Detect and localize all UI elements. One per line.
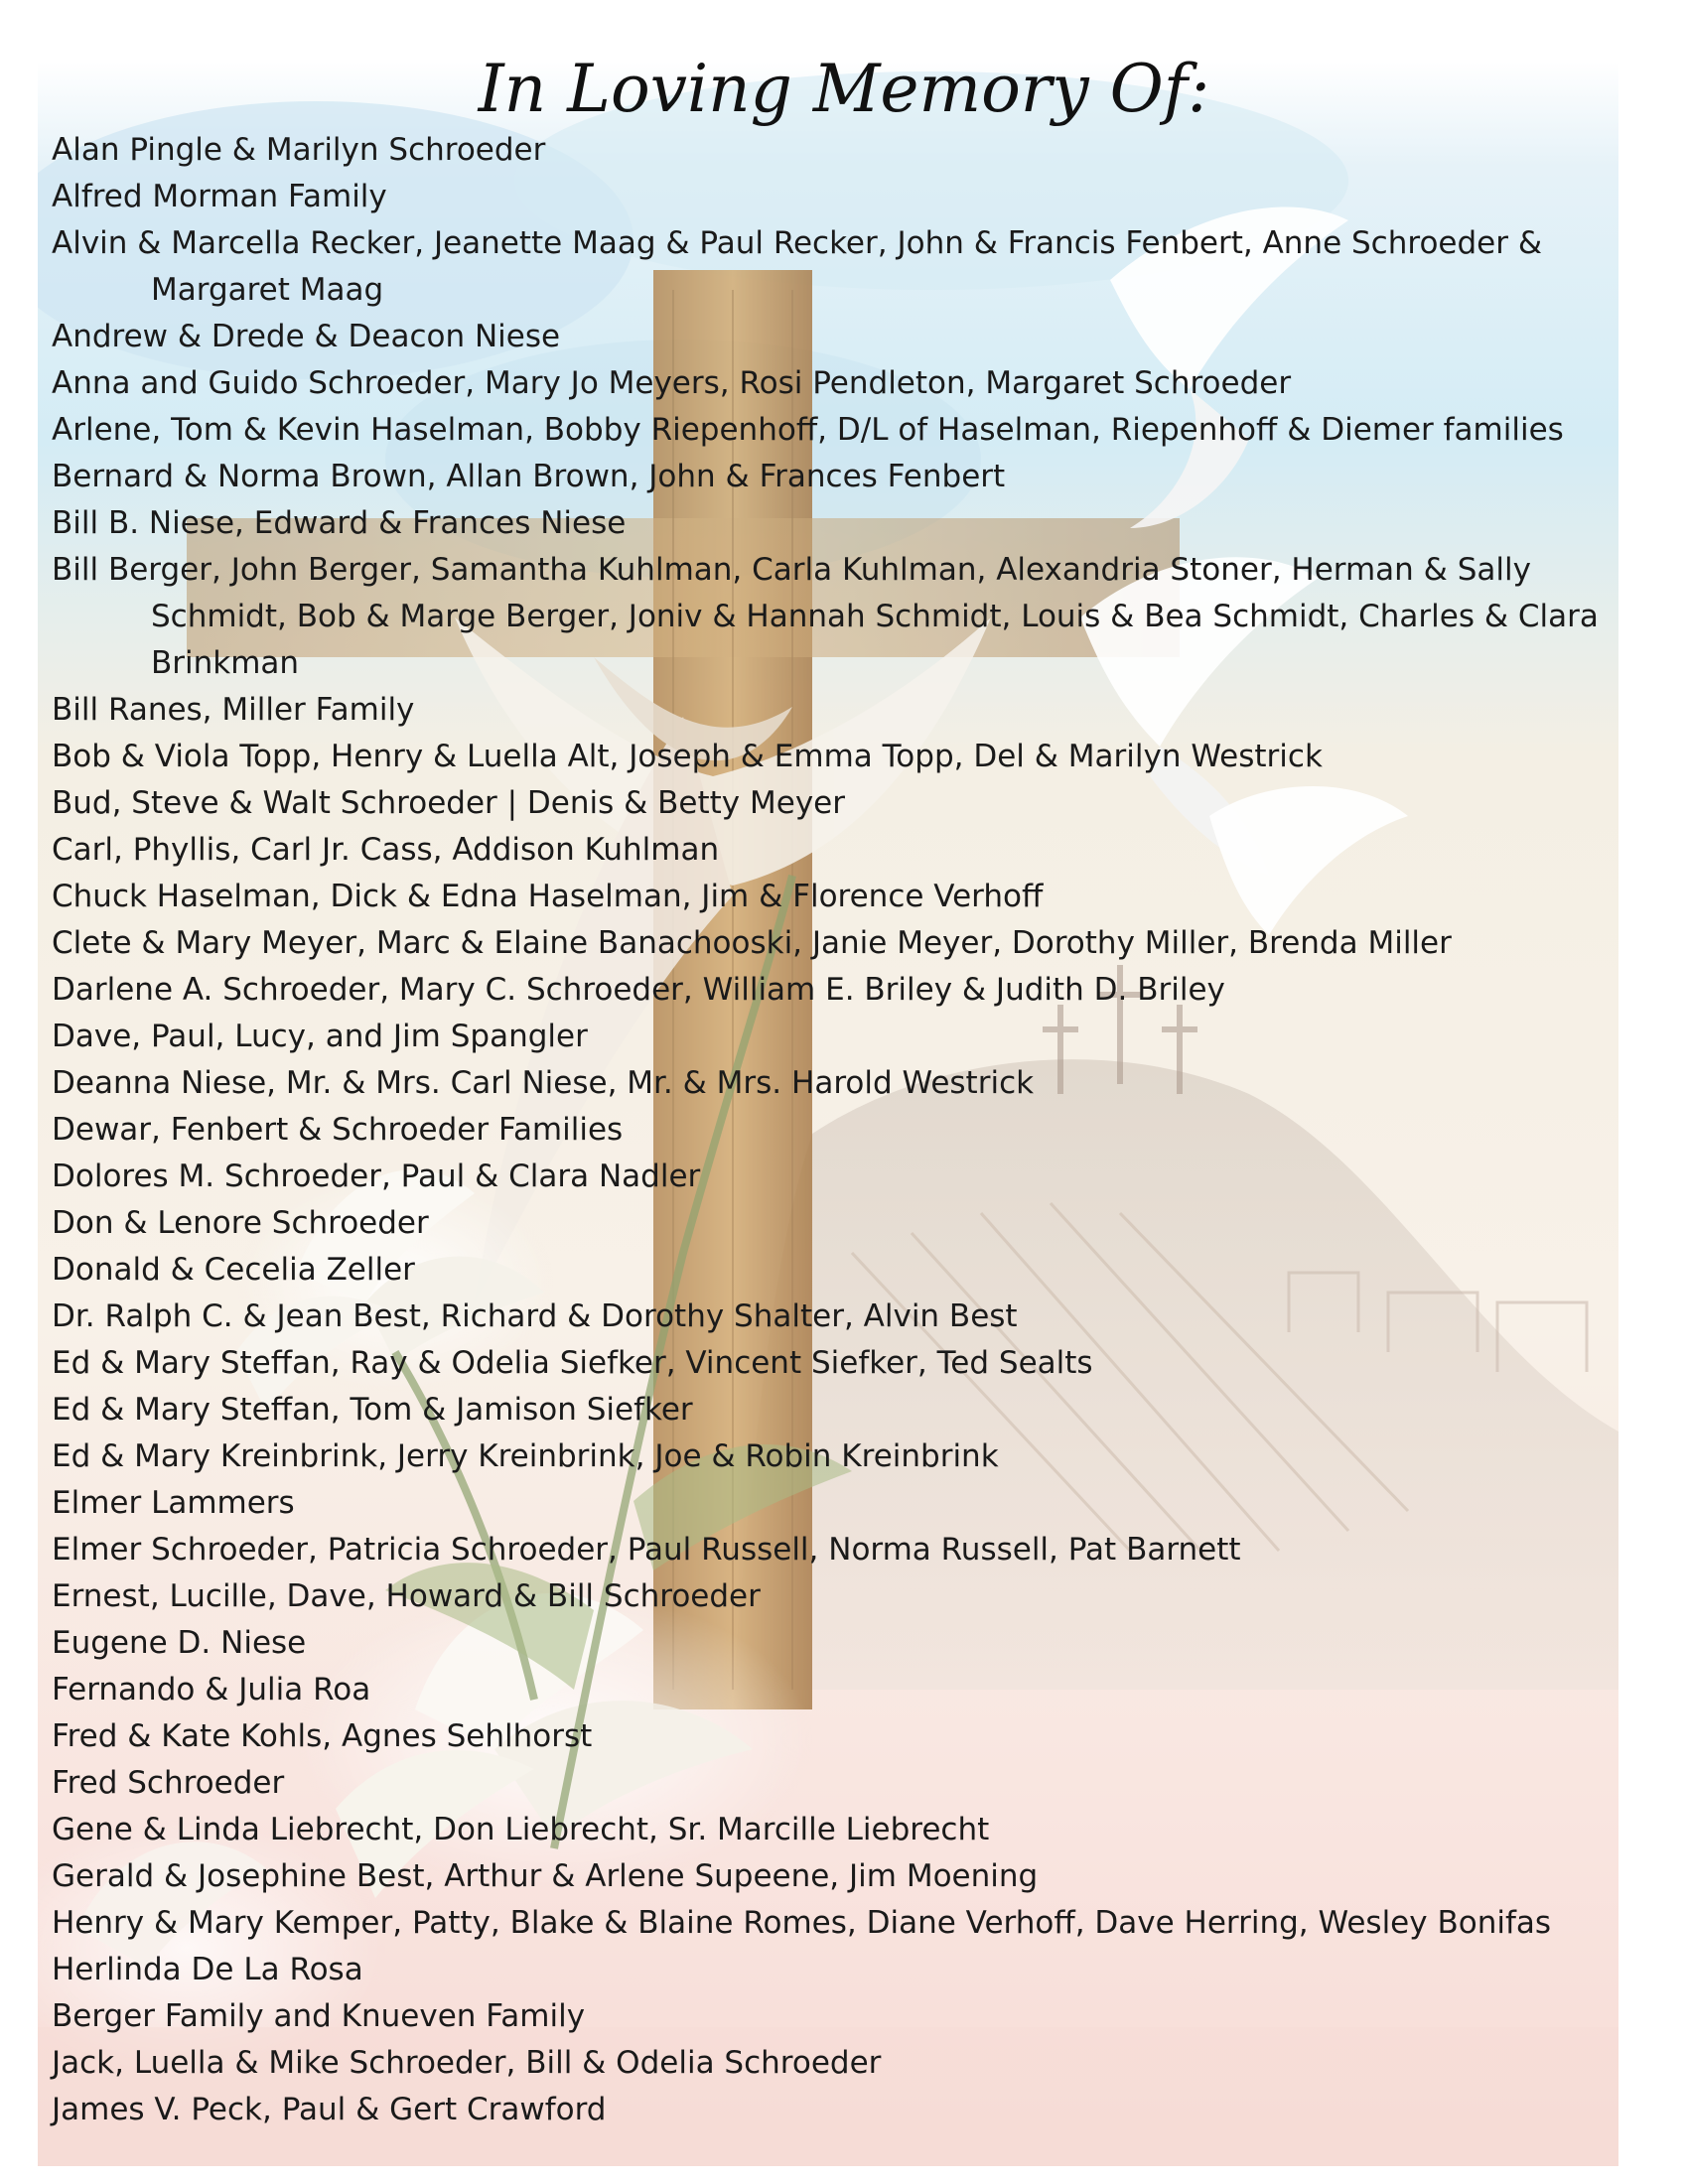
memorial-entry: Fred & Kate Kohls, Agnes Sehlhorst [52, 1718, 593, 1754]
memorial-entry: Bob & Viola Topp, Henry & Luella Alt, Joseph & Emma Topp, Del & Marilyn Westrick [52, 739, 1323, 774]
memorial-entry: Fernando & Julia Roa [52, 1672, 371, 1707]
memorial-entry: Bud, Steve & Walt Schroeder | Denis & Betty Meyer [52, 785, 845, 821]
memorial-entry: Fred Schroeder [52, 1765, 285, 1801]
memorial-entry: Bill Ranes, Miller Family [52, 692, 415, 728]
page-title: In Loving Memory Of: [478, 51, 1210, 127]
memorial-entry: Bill Berger, John Berger, Samantha Kuhlman, Carla Kuhlman, Alexandria Stoner, Herman & Sally Schmidt, Bob & Marge Berger, Joniv & Hannah Schmidt, Louis & Bea Schmidt, Charles & Clara Brinkman [52, 552, 1599, 681]
memorial-entry: Alfred Morman Family [52, 179, 387, 214]
memorial-entry: Ed & Mary Steffan, Ray & Odelia Siefker, Vincent Siefker, Ted Sealts [52, 1345, 1093, 1381]
memorial-entry: Dave, Paul, Lucy, and Jim Spangler [52, 1019, 588, 1054]
memorial-entry: Arlene, Tom & Kevin Haselman, Bobby Riepenhoff, D/L of Haselman, Riepenhoff & Diemer families [52, 412, 1564, 448]
memorial-entry: Chuck Haselman, Dick & Edna Haselman, Jim & Florence Verhoff [52, 879, 1044, 914]
memorial-entry: Elmer Lammers [52, 1485, 295, 1521]
memorial-entry: Dr. Ralph C. & Jean Best, Richard & Dorothy Shalter, Alvin Best [52, 1298, 1018, 1334]
memorial-entry: Alan Pingle & Marilyn Schroeder [52, 132, 546, 168]
memorial-entry: James V. Peck, Paul & Gert Crawford [52, 2092, 607, 2127]
memorial-entry: Darlene A. Schroeder, Mary C. Schroeder, William E. Briley & Judith D. Briley [52, 972, 1225, 1008]
memorial-entry: Henry & Mary Kemper, Patty, Blake & Blaine Romes, Diane Verhoff, Dave Herring, Wesley Bonifas [52, 1905, 1552, 1941]
memorial-entry: Berger Family and Knueven Family [52, 1998, 586, 2034]
memorial-entry: Alvin & Marcella Recker, Jeanette Maag & Paul Recker, John & Francis Fenbert, Anne Schroeder & Margaret Maag [52, 225, 1543, 308]
memorial-entry: Bernard & Norma Brown, Allan Brown, John & Frances Fenbert [52, 459, 1006, 494]
memorial-entry: Clete & Mary Meyer, Marc & Elaine Banachooski, Janie Meyer, Dorothy Miller, Brenda Miller [52, 925, 1452, 961]
memorial-entry: Andrew & Drede & Deacon Niese [52, 319, 561, 354]
memorial-entry: Ed & Mary Kreinbrink, Jerry Kreinbrink, Joe & Robin Kreinbrink [52, 1438, 999, 1474]
memorial-list [52, 127, 1601, 2133]
memorial-entry: Gerald & Josephine Best, Arthur & Arlene Supeene, Jim Moening [52, 1858, 1039, 1894]
memorial-entry: Eugene D. Niese [52, 1625, 307, 1661]
memorial-entry: Don & Lenore Schroeder [52, 1205, 429, 1241]
memorial-entry: Jack, Luella & Mike Schroeder, Bill & Odelia Schroeder [52, 2045, 882, 2081]
memorial-entry: Donald & Cecelia Zeller [52, 1252, 415, 1288]
memorial-entry: Herlinda De La Rosa [52, 1952, 363, 1987]
memorial-entry: Dewar, Fenbert & Schroeder Families [52, 1112, 624, 1148]
memorial-entry: Carl, Phyllis, Carl Jr. Cass, Addison Kuhlman [52, 832, 720, 868]
memorial-entry: Gene & Linda Liebrecht, Don Liebrecht, Sr. Marcille Liebrecht [52, 1812, 990, 1847]
memorial-entry: Elmer Schroeder, Patricia Schroeder, Paul Russell, Norma Russell, Pat Barnett [52, 1532, 1241, 1568]
memorial-entry: Ed & Mary Steffan, Tom & Jamison Siefker [52, 1392, 693, 1428]
memorial-entry: Ernest, Lucille, Dave, Howard & Bill Schroeder [52, 1578, 761, 1614]
memorial-entry: Anna and Guido Schroeder, Mary Jo Meyers, Rosi Pendleton, Margaret Schroeder [52, 365, 1292, 401]
memorial-entry: Bill B. Niese, Edward & Frances Niese [52, 505, 627, 541]
memorial-entry: Dolores M. Schroeder, Paul & Clara Nadler [52, 1159, 701, 1194]
memorial-entry: Deanna Niese, Mr. & Mrs. Carl Niese, Mr. & Mrs. Harold Westrick [52, 1065, 1035, 1101]
